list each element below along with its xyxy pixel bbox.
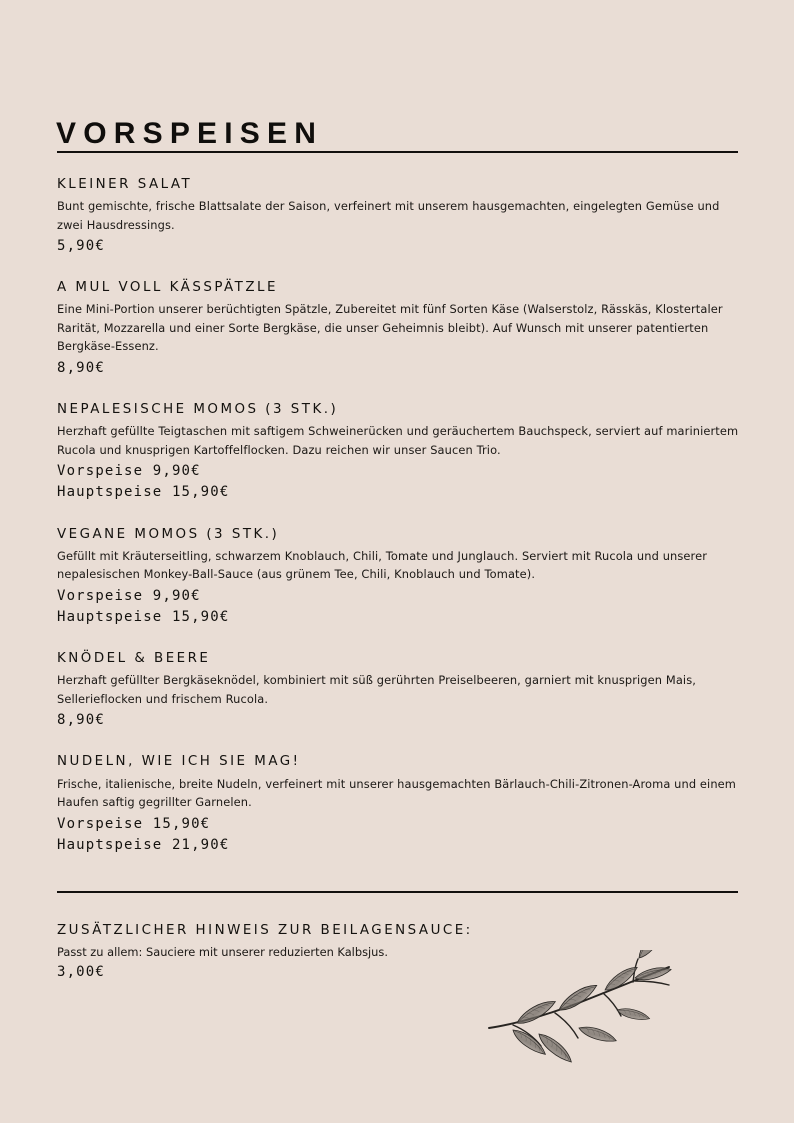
menu-item-name: A MUL VOLL KÄSSPÄTZLE [57, 280, 278, 296]
menu-item-description: Eine Mini-Portion unserer berüchtigten Spätzle, Zubereitet mit fünf Sorten Käse (Walserstolz, Rässkäs, Klostertaler Rarität, Mozzarella und einer Sorte Bergkäse, die unser Geheimnis bleibt). Auf Wunsch mit unserer patentierten Bergkäse-Essenz. [57, 302, 723, 354]
note-price: 3,00€ [57, 963, 105, 980]
menu-item-description: Bunt gemischte, frische Blattsalate der Saison, verfeinert mit unserem hausgemachten, eingelegten Gemüse und zwei Hausdressings. [57, 199, 720, 232]
menu-item [57, 279, 739, 379]
menu-item-price: Hauptspeise 15,90€ [57, 484, 230, 501]
menu-item-price: Vorspeise 15,90€ [57, 815, 211, 832]
menu-item [57, 526, 739, 629]
menu-item-description: Herzhaft gefüllte Teigtaschen mit saftigem Schweinerücken und geräuchertem Bauchspeck, serviert auf mariniertem Rucola und knusprigen Kartoffelflocken. Dazu reichen wir unser Saucen Trio. [57, 424, 739, 457]
menu-item-name: NEPALESISCHE MOMOS (3 STK.) [57, 402, 339, 418]
menu-item-name: NUDELN, WIE ICH SIE MAG! [57, 754, 301, 770]
side-sauce-note [57, 922, 657, 980]
menu-item-list [57, 176, 739, 856]
menu-item-price-list [57, 461, 739, 504]
menu-item-price-list [57, 358, 739, 379]
menu-item-description: Herzhaft gefüllter Bergkäseknödel, kombiniert mit süß gerührten Preiselbeeren, garniert mit knusprigen Mais, Sellerieflocken und frischem Rucola. [57, 673, 696, 706]
menu-item-price-list [57, 586, 739, 629]
note-title: ZUSÄTZLICHER HINWEIS ZUR BEILAGENSAUCE: [57, 923, 473, 938]
menu-item-price: 5,90€ [57, 238, 105, 255]
menu-item [57, 650, 739, 731]
menu-item-price-list [57, 814, 739, 857]
menu-item-price: Vorspeise 9,90€ [57, 463, 201, 480]
menu-item-name: KLEINER SALAT [57, 177, 193, 192]
menu-item-price: Vorspeise 9,90€ [57, 587, 201, 604]
menu-item-description: Gefüllt mit Kräuterseitling, schwarzem Knoblauch, Chili, Tomate und Junglauch. Serviert mit Rucola und unserer nepalesischen Monkey-Ball-Sauce (aus grünem Tee, Chili, Knoblauch und Tomate). [57, 548, 708, 582]
menu-item-price-list [57, 236, 739, 257]
menu-item-price: 8,90€ [57, 359, 105, 376]
menu-item-price: Hauptspeise 21,90€ [57, 836, 230, 853]
menu-item-price: Hauptspeise 15,90€ [57, 608, 230, 625]
divider-top [57, 151, 738, 153]
menu-item-name: VEGANE MOMOS (3 STK.) [57, 526, 280, 542]
page-title: VORSPEISEN [56, 117, 324, 151]
note-description: Passt zu allem: Sauciere mit unserer reduzierten Kalbsjus. [57, 945, 388, 960]
menu-item-description: Frische, italienische, breite Nudeln, verfeinert mit unserer hausgemachten Bärlauch-Chili-Zitronen-Aroma und einem Haufen saftig gegrillter Garnelen. [57, 776, 737, 810]
menu-item [57, 753, 739, 856]
menu-item-price-list [57, 710, 739, 731]
menu-item [57, 176, 739, 257]
menu-item-name: KNÖDEL & BEERE [57, 651, 211, 667]
menu-item-price: 8,90€ [57, 712, 105, 729]
divider-bottom [57, 891, 738, 893]
menu-item [57, 401, 739, 504]
